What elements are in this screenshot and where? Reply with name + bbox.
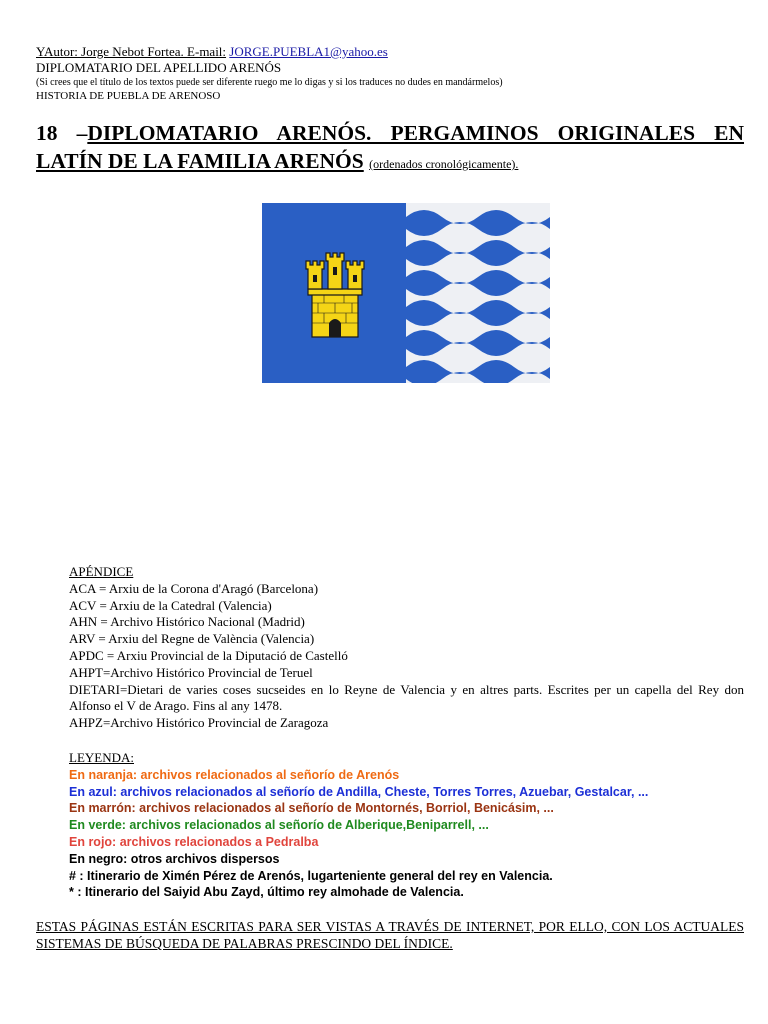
title-main: DIPLOMATARIO ARENÓS. PERGAMINOS ORIGINALES EN LATÍN DE LA FAMILIA ARENÓS xyxy=(36,121,745,173)
history-line: HISTORIA DE PUEBLA DE ARENOSO xyxy=(36,90,221,102)
legend-item: En marrón: archivos relacionados al señorío de Montornés, Borriol, Benicásim, ... xyxy=(69,801,554,816)
legend-item: En verde: archivos relacionados al señorío de Alberique,Beniparrell, ... xyxy=(69,818,489,833)
appendix-item: AHPT=Archivo Histórico Provincial de Teruel xyxy=(69,664,313,680)
title-number: 18 – xyxy=(36,121,88,145)
author-line xyxy=(36,44,744,60)
arenoso-flag xyxy=(262,203,550,383)
legend-item: # : Itinerario de Ximén Pérez de Arenós, lugarteniente general del rey en Valencia. xyxy=(69,868,553,883)
appendix-item: ACA = Arxiu de la Corona d'Aragó (Barcelona) xyxy=(69,580,319,596)
footer-note: ESTAS PÁGINAS ESTÁN ESCRITAS PARA SER VISTAS A TRAVÉS DE INTERNET, POR ELLO, CON LOS ACTUALES SISTEMAS DE BÚSQUEDA DE PALABRAS PRESCINDO DEL ÍNDICE. xyxy=(36,919,744,951)
surname-line: DIPLOMATARIO DEL APELLIDO ARENÓS xyxy=(36,60,282,75)
legend-item: En rojo: archivos relacionados a Pedralba xyxy=(69,834,319,849)
legend-section xyxy=(69,750,744,901)
legend-item: * : Itinerario del Saiyid Abu Zayd, último rey almohade de Valencia. xyxy=(69,885,464,900)
email-link[interactable]: JORGE.PUEBLA1@yahoo.es xyxy=(229,44,388,59)
title-sub: (ordenados cronológicamente). xyxy=(369,157,519,171)
appendix-section xyxy=(69,564,744,732)
appendix-item: ACV = Arxiu de la Catedral (Valencia) xyxy=(69,597,272,613)
document-page xyxy=(36,44,744,178)
appendix-heading: APÉNDICE xyxy=(69,564,134,579)
legend-item: En negro: otros archivos dispersos xyxy=(69,851,280,866)
appendix-item: DIETARI=Dietari de varies coses sucseides en lo Reyne de Valencia y en altres parts. Escrites per un capella del Rey don Alfonso el V de Arago. Fins al any 1478. xyxy=(69,681,744,714)
appendix-item: APDC = Arxiu Provincial de la Diputació de Castelló xyxy=(69,647,348,663)
author-label: YAutor: Jorge Nebot Fortea. E-mail: xyxy=(36,44,227,59)
legend-item: En naranja: archivos relacionados al señorío de Arenós xyxy=(69,767,400,782)
appendix-item: AHPZ=Archivo Histórico Provincial de Zaragoza xyxy=(69,715,329,731)
legend-heading: LEYENDA: xyxy=(69,750,134,765)
castle-icon xyxy=(306,253,364,337)
legend-item: En azul: archivos relacionados al señorío de Andilla, Cheste, Torres Torres, Azuebar, Gestalcar, ... xyxy=(69,784,649,799)
appendix-item: AHN = Archivo Histórico Nacional (Madrid) xyxy=(69,614,305,630)
request-note: (Si crees que el título de los textos puede ser diferente ruego me lo digas y si los traduces no dudes en mandármelos) xyxy=(36,77,503,88)
page-title xyxy=(36,119,744,178)
appendix-item: ARV = Arxiu del Regne de València (Valencia) xyxy=(69,631,315,647)
